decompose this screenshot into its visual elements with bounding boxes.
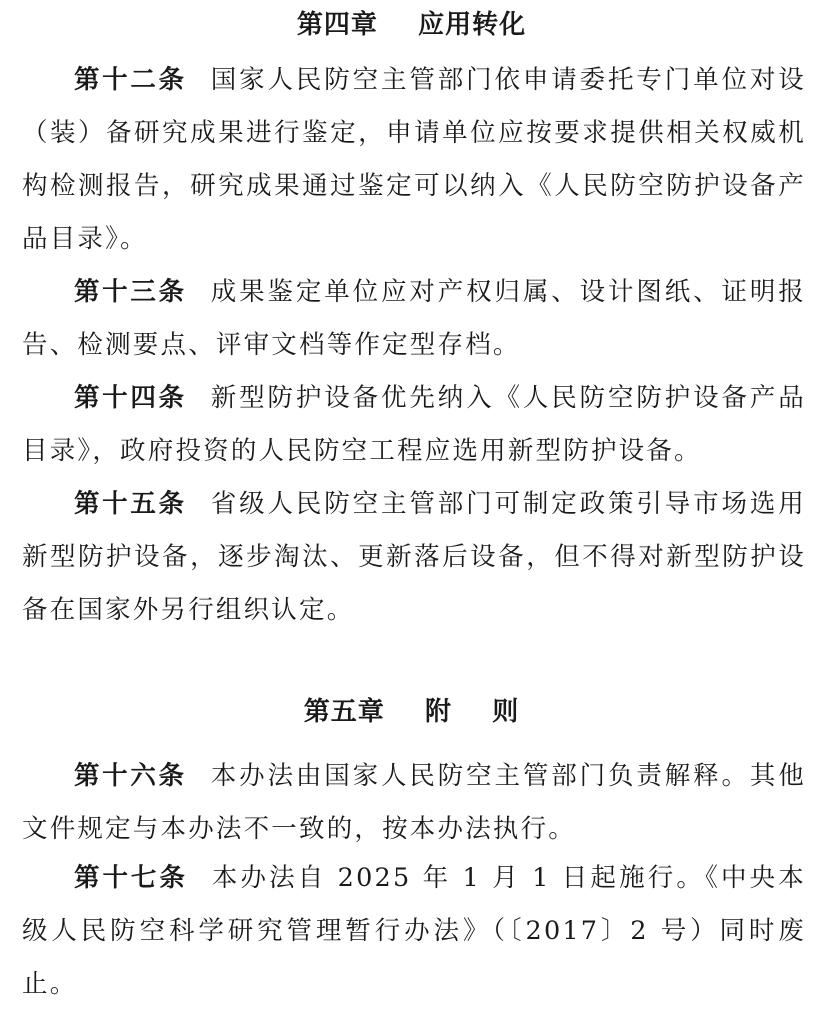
article-text: 本办法由国家人民防空主管部门负责解释。其他文件规定与本办法不一致的，按本办法执行。	[22, 761, 806, 844]
article-12	[22, 54, 806, 266]
article-14	[22, 372, 806, 478]
article-text: 国家人民防空主管部门依申请委托专门单位对设（装）备研究成果进行鉴定，申请单位应按要求提供相关权威机构检测报告，研究成果通过鉴定可以纳入《人民防空防护设备产品目录》。	[22, 65, 806, 254]
article-label: 第十四条	[74, 383, 187, 413]
article-17	[22, 852, 806, 1011]
article-label: 第十六条	[74, 761, 187, 791]
article-text: 省级人民防空主管部门可制定政策引导市场选用新型防护设备，逐步淘汰、更新落后设备，但不得对新型防护设备在国家外另行组织认定。	[22, 489, 806, 625]
article-label: 第十三条	[74, 277, 187, 307]
article-15	[22, 478, 806, 637]
chapter-title: 第五章 附 则	[303, 697, 520, 727]
article-text: 本办法自 2025 年 1 月 1 日起施行。《中央本级人民防空科学研究管理暂行办法》（〔2017〕2 号）同时废止。	[22, 863, 806, 999]
article-label: 第十二条	[74, 65, 187, 95]
chapter-title: 第四章 应用转化	[296, 10, 527, 40]
article-label: 第十七条	[74, 863, 188, 893]
article-16	[22, 750, 806, 856]
article-13	[22, 266, 806, 372]
article-text: 新型防护设备优先纳入《人民防空防护设备产品目录》，政府投资的人民防空工程应选用新型防护设备。	[22, 383, 806, 466]
article-label: 第十五条	[74, 489, 187, 519]
article-text: 成果鉴定单位应对产权归属、设计图纸、证明报告、检测要点、评审文档等作定型存档。	[22, 277, 806, 360]
